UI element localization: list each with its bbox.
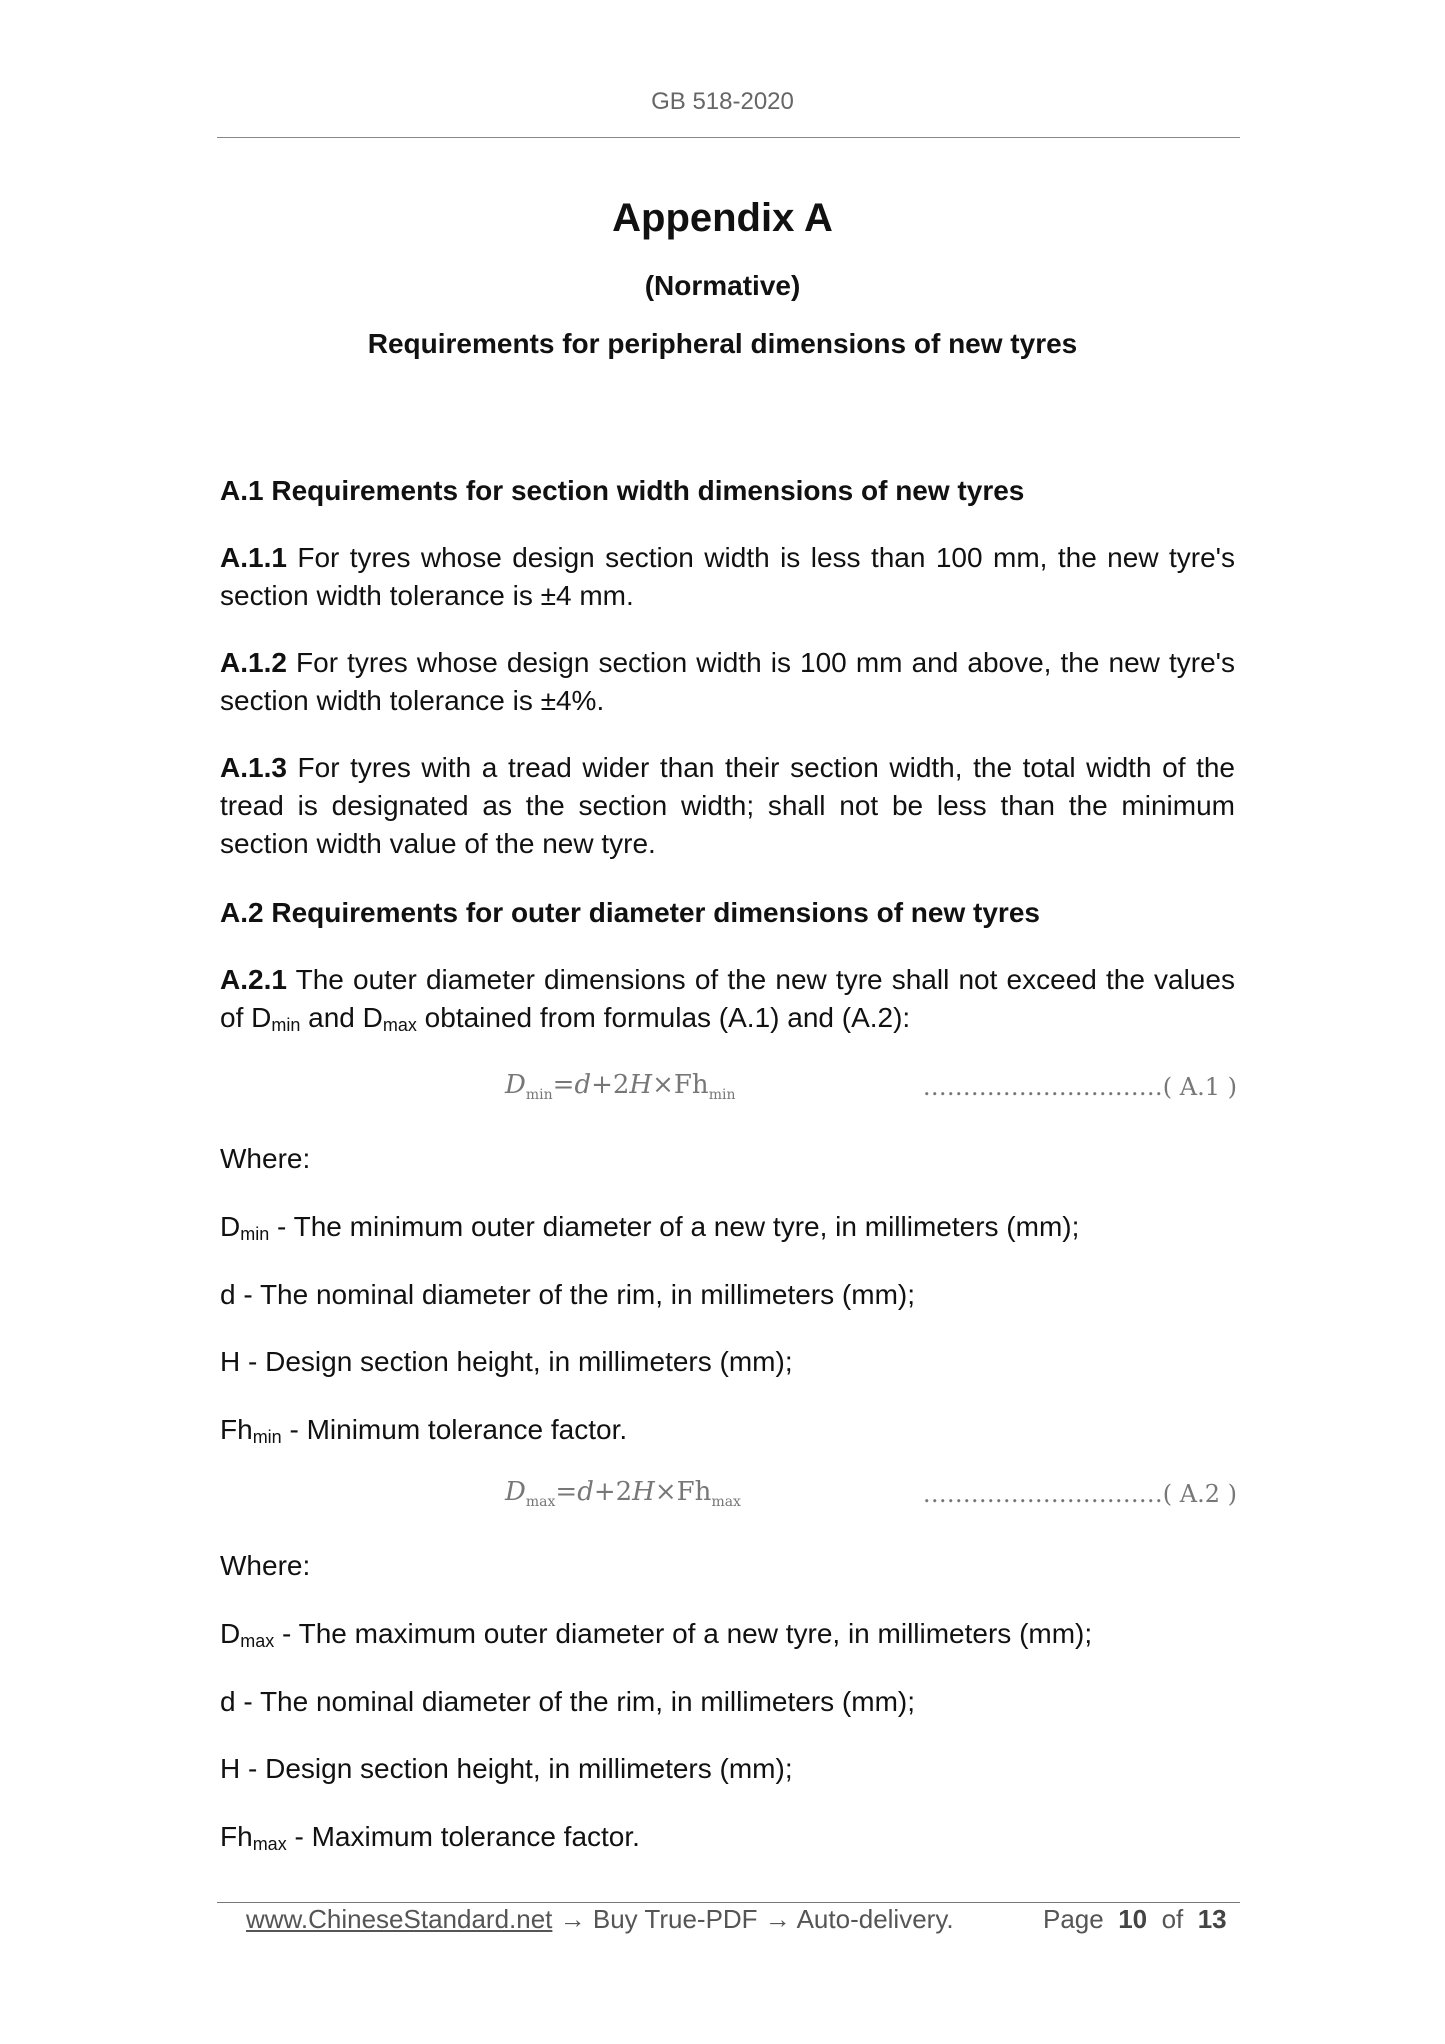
formula-operator: =: [555, 1477, 578, 1507]
definition-text: - The minimum outer diameter of a new tyre, in millimeters (mm);: [269, 1211, 1080, 1242]
definition-item: [220, 1750, 1235, 1788]
formula-operator: +2: [593, 1477, 633, 1507]
subscript: max: [240, 1631, 275, 1651]
definition-symbol: Fh: [220, 1414, 253, 1445]
definition-item: [220, 1818, 1235, 1856]
clause-a1-2: [220, 644, 1235, 720]
clause-a2-1: [220, 961, 1235, 1037]
arrow-icon: →: [757, 1904, 797, 1934]
clause-number: A.1.2: [220, 647, 287, 678]
appendix-subtitle: Requirements for peripheral dimensions of new tyres: [367, 328, 1078, 359]
subscript: min: [240, 1224, 270, 1244]
definition-text: - Minimum tolerance factor.: [281, 1414, 628, 1445]
definition-text: - The nominal diameter of the rim, in millimeters (mm);: [235, 1686, 916, 1717]
where-label: Where:: [220, 1143, 311, 1174]
clause-a1-1: [220, 539, 1235, 615]
definition-item: [220, 1276, 1235, 1314]
clause-number: A.1.1: [220, 542, 287, 573]
formula-a1-reference: …………………………( A.1 ): [922, 1073, 1237, 1101]
appendix-normative: (Normative): [644, 270, 801, 301]
footer-buy-text: Buy True-PDF: [592, 1904, 758, 1934]
formula-operator: ×Fh: [652, 1070, 709, 1100]
formula-symbol: H: [629, 1070, 653, 1100]
page-number: [1043, 1904, 1227, 1935]
footer-delivery-text: Auto-delivery.: [796, 1904, 954, 1934]
definition-item: [220, 1683, 1235, 1721]
header-divider: [217, 137, 1240, 138]
formula-subscript: max: [525, 1494, 556, 1510]
clause-text: obtained from formulas (A.1) and (A.2):: [416, 1002, 911, 1033]
formula-symbol: d: [574, 1070, 592, 1100]
clause-text: and D: [300, 1002, 383, 1033]
definition-symbol: d: [220, 1279, 236, 1310]
definition-text: - The nominal diameter of the rim, in millimeters (mm);: [235, 1279, 916, 1310]
formula-a1: [505, 1070, 736, 1103]
definition-text: - Design section height, in millimeters (mm);: [240, 1346, 793, 1377]
appendix-title: Appendix A: [612, 196, 833, 240]
definition-symbol: D: [220, 1618, 241, 1649]
definition-symbol: D: [220, 1211, 241, 1242]
definition-symbol: H: [220, 1753, 241, 1784]
footer-promo: [246, 1904, 954, 1935]
header-title: GB 518-2020: [651, 88, 794, 115]
clause-number: A.2.1: [220, 964, 287, 995]
definition-symbol: d: [220, 1686, 236, 1717]
current-page: 10: [1118, 1904, 1148, 1934]
definition-text: - The maximum outer diameter of a new tyre, in millimeters (mm);: [274, 1618, 1093, 1649]
definition-symbol: Fh: [220, 1821, 253, 1852]
footer-divider: [217, 1902, 1240, 1903]
definition-text: - Design section height, in millimeters (mm);: [240, 1753, 793, 1784]
clause-text: For tyres whose design section width is less than 100 mm, the new tyre's section width tolerance is ±4 mm.: [220, 542, 1235, 611]
website-link[interactable]: www.ChineseStandard.net: [246, 1904, 553, 1934]
formula-symbol: H: [632, 1477, 655, 1507]
formula-symbol: D: [505, 1477, 526, 1507]
subscript: max: [382, 1015, 417, 1035]
subscript: min: [271, 1015, 301, 1035]
of-label: of: [1161, 1904, 1184, 1934]
formula-subscript: min: [525, 1087, 553, 1103]
total-pages: 13: [1197, 1904, 1227, 1934]
formula-operator: =: [552, 1070, 575, 1100]
definition-text: - Maximum tolerance factor.: [286, 1821, 640, 1852]
section-a2-heading: A.2 Requirements for outer diameter dimensions of new tyres: [220, 897, 1040, 928]
clause-text: The outer diameter dimensions of the new tyre shall not exceed the values of D: [220, 964, 1235, 1033]
formula-a2: [505, 1477, 741, 1510]
formula-operator: +2: [591, 1070, 630, 1100]
formula-symbol: D: [505, 1070, 526, 1100]
formula-subscript: min: [708, 1087, 736, 1103]
formula-subscript: max: [711, 1494, 741, 1510]
formula-operator: ×Fh: [654, 1477, 712, 1507]
clause-text: For tyres whose design section width is 100 mm and above, the new tyre's section width tolerance is ±4%.: [220, 647, 1235, 716]
section-a1-heading: A.1 Requirements for section width dimensions of new tyres: [220, 475, 1025, 506]
where-label: Where:: [220, 1550, 311, 1581]
formula-a2-reference: …………………………( A.2 ): [922, 1480, 1237, 1508]
formula-symbol: d: [577, 1477, 594, 1507]
definition-item: [220, 1615, 1235, 1653]
subscript: max: [252, 1834, 287, 1854]
clause-a1-3: [220, 749, 1235, 863]
definition-item: [220, 1411, 1235, 1449]
definition-item: [220, 1208, 1235, 1246]
definition-item: [220, 1343, 1235, 1381]
clause-number: A.1.3: [220, 752, 287, 783]
subscript: min: [252, 1427, 282, 1447]
clause-text: For tyres with a tread wider than their section width, the total width of the tread is designated as the section width; shall not be less than the minimum section width value of the new tyre.: [220, 752, 1236, 859]
definition-symbol: H: [220, 1346, 241, 1377]
arrow-icon: →: [552, 1904, 593, 1934]
page-label: Page: [1043, 1904, 1104, 1934]
